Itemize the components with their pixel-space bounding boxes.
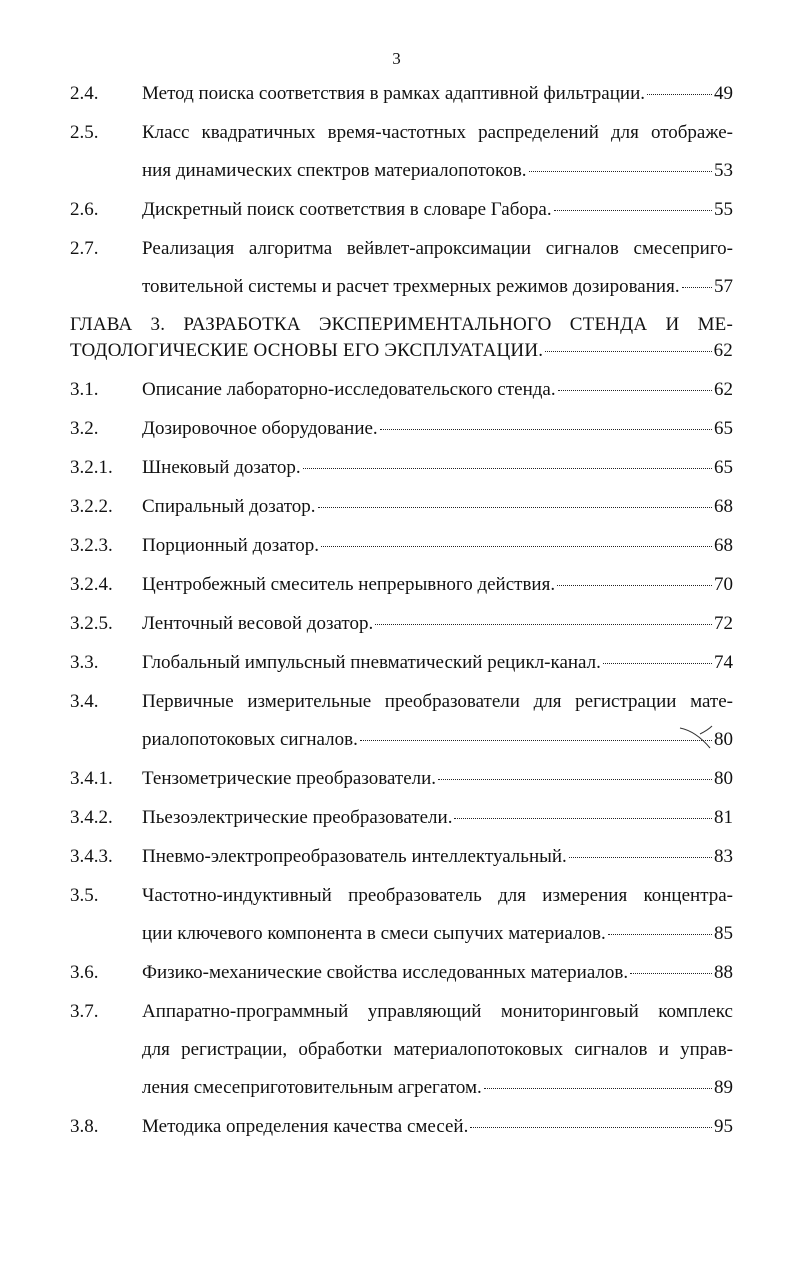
- dot-leader: [554, 210, 712, 211]
- toc-entry-title-last-line: [142, 959, 733, 986]
- dot-leader: [321, 546, 712, 547]
- toc-entry-title-last-line: [142, 843, 733, 870]
- toc-entry-page-number: 85: [714, 923, 733, 944]
- chapter-page-number: 62: [713, 340, 733, 361]
- toc-entry-number: 3.3.: [70, 652, 99, 673]
- dot-leader: [529, 171, 712, 172]
- toc-entry-title-last-line: [142, 571, 733, 598]
- toc-entry-page-number: 65: [714, 457, 733, 478]
- toc-entry-body: [142, 765, 733, 792]
- toc-entry: [70, 804, 733, 831]
- toc-entry: [70, 765, 733, 792]
- toc-entry: [70, 235, 733, 300]
- toc-entry-title-last-line: [142, 804, 733, 831]
- dot-leader: [360, 740, 712, 741]
- toc-entry-body: [142, 532, 733, 559]
- toc-entry-body: [142, 571, 733, 598]
- toc-entry-page-number: 65: [714, 418, 733, 439]
- toc-entry-title: Порционный дозатор.: [142, 535, 319, 556]
- toc-entry-title-line: Частотно-индуктивный преобразователь для измерения концентра-: [142, 885, 733, 906]
- toc-entry: [70, 882, 733, 947]
- toc-entry: [70, 610, 733, 637]
- toc-entry-title-last-line: [142, 196, 733, 223]
- dot-leader: [630, 973, 712, 974]
- toc-entry-page-number: 62: [714, 379, 733, 400]
- dot-leader: [557, 585, 712, 586]
- toc-entry-title-last-line: [142, 920, 733, 947]
- toc-entry-number: 3.4.: [70, 691, 99, 712]
- toc-entry-number: 3.2.1.: [70, 457, 113, 478]
- toc-entry-title-last-line: [142, 1074, 733, 1101]
- dot-leader: [318, 507, 712, 508]
- toc-entry: [70, 119, 733, 184]
- toc-entry-title: Методика определения качества смесей.: [142, 1116, 469, 1137]
- toc-entry-number: 3.1.: [70, 379, 99, 400]
- toc-entry-title-line: Первичные измерительные преобразователи для регистрации мате-: [142, 691, 733, 712]
- toc-entry-number: 3.4.3.: [70, 846, 113, 867]
- toc-entry: [70, 532, 733, 559]
- toc-entry-title: Тензометрические преобразователи.: [142, 768, 437, 789]
- toc-entry-title: Ленточный весовой дозатор.: [142, 613, 374, 634]
- dot-leader: [438, 779, 712, 780]
- toc-entry-title-line: для регистрации, обработки материалопотоковых сигналов и управ-: [142, 1039, 733, 1060]
- pen-mark: [678, 722, 718, 762]
- dot-leader: [569, 857, 712, 858]
- chapter-title-line-1: ГЛАВА 3. РАЗРАБОТКА ЭКСПЕРИМЕНТАЛЬНОГО СТЕНДА И МЕ-: [70, 314, 733, 335]
- toc-entry: [70, 493, 733, 520]
- toc-entry-page-number: 57: [714, 276, 733, 297]
- toc-entry-title: Глобальный импульсный пневматический рецикл-канал.: [142, 652, 601, 673]
- toc-entry-title-last-line: [142, 1113, 733, 1140]
- toc-section-chapter-3: [70, 376, 733, 1140]
- dot-leader: [470, 1127, 712, 1128]
- toc-entry-title-last-line: [142, 765, 733, 792]
- toc-entry-number: 2.5.: [70, 122, 99, 143]
- toc-entry-number: 3.6.: [70, 962, 99, 983]
- toc-entry-title: Метод поиска соответствия в рамках адаптивной фильтрации.: [142, 83, 645, 104]
- toc-entry-page-number: 72: [714, 613, 733, 634]
- toc-entry-page-number: 81: [714, 807, 733, 828]
- toc-entry-page-number: 83: [714, 846, 733, 867]
- toc-entry-title: Физико-механические свойства исследованных материалов.: [142, 962, 629, 983]
- chapter-title-line-2: [70, 338, 733, 364]
- dot-leader: [484, 1088, 712, 1089]
- toc-entry-body: [142, 235, 733, 300]
- dot-leader: [608, 934, 712, 935]
- dot-leader: [303, 468, 712, 469]
- toc-entry-page-number: 80: [714, 768, 733, 789]
- toc-entry-body: [142, 493, 733, 520]
- toc-entry-page-number: 88: [714, 962, 733, 983]
- dot-leader: [545, 351, 711, 352]
- toc-entry-title-line: Аппаратно-программный управляющий мониторинговый комплекс: [142, 1001, 733, 1022]
- toc-entry: [70, 80, 733, 107]
- toc-entry-number: 2.7.: [70, 238, 99, 259]
- toc-entry-title: Пневмо-электропреобразователь интеллектуальный.: [142, 846, 567, 867]
- toc-entry: [70, 415, 733, 442]
- toc-entry-title-last-line: [142, 273, 733, 300]
- toc-entry-number: 3.2.5.: [70, 613, 113, 634]
- toc-entry-title: риалопотоковых сигналов.: [142, 729, 358, 750]
- toc-entry-body: [142, 959, 733, 986]
- toc-entry-body: [142, 376, 733, 403]
- toc-entry-page-number: 95: [714, 1116, 733, 1137]
- toc-entry-title-last-line: [142, 157, 733, 184]
- toc-entry-title-last-line: [142, 80, 733, 107]
- toc-entry-title-line: Реализация алгоритма вейвлет-апроксимации сигналов смесеприго-: [142, 238, 733, 259]
- toc-entry-title-last-line: [142, 376, 733, 403]
- page-number: 3: [392, 49, 401, 68]
- toc-entry-body: [142, 998, 733, 1101]
- toc-entry-number: 2.4.: [70, 83, 99, 104]
- toc-entry-title-last-line: [142, 726, 733, 753]
- toc-entry-title-last-line: [142, 610, 733, 637]
- toc-entry: [70, 196, 733, 223]
- dot-leader: [558, 390, 712, 391]
- toc-entry: [70, 649, 733, 676]
- toc-entry-number: 3.2.2.: [70, 496, 113, 517]
- toc-entry-title: ления смесеприготовительным агрегатом.: [142, 1077, 482, 1098]
- toc-entry-page-number: 68: [714, 535, 733, 556]
- toc-entry-number: 3.2.4.: [70, 574, 113, 595]
- toc-entry-number: 3.7.: [70, 1001, 99, 1022]
- toc-entry-body: [142, 196, 733, 223]
- toc-entry-title: Дискретный поиск соответствия в словаре Габора.: [142, 199, 552, 220]
- toc-entry-title: Центробежный смеситель непрерывного действия.: [142, 574, 556, 595]
- toc-entry: [70, 454, 733, 481]
- toc-entry-number: 3.4.1.: [70, 768, 113, 789]
- toc-entry-title: товительной системы и расчет трехмерных режимов дозирования.: [142, 276, 680, 297]
- toc-entry-body: [142, 1113, 733, 1140]
- toc-entry: [70, 959, 733, 986]
- toc-entry-body: [142, 415, 733, 442]
- toc-entry-number: 3.2.: [70, 418, 99, 439]
- toc-entry-title-last-line: [142, 415, 733, 442]
- toc-entry-page-number: 55: [714, 199, 733, 220]
- chapter-title-text: ТОДОЛОГИЧЕСКИЕ ОСНОВЫ ЕГО ЭКСПЛУАТАЦИИ.: [70, 340, 544, 361]
- dot-leader: [682, 287, 712, 288]
- dot-leader: [454, 818, 712, 819]
- toc-entry-body: [142, 649, 733, 676]
- toc-entry-title-last-line: [142, 532, 733, 559]
- toc-entry-number: 3.4.2.: [70, 807, 113, 828]
- toc-entry-body: [142, 610, 733, 637]
- toc-entry-body: [142, 119, 733, 184]
- toc-entry-number: 3.8.: [70, 1116, 99, 1137]
- toc-entry-body: [142, 80, 733, 107]
- toc-section-chapter-2: [70, 80, 733, 300]
- toc-entry-title: Описание лабораторно-исследовательского стенда.: [142, 379, 556, 400]
- dot-leader: [603, 663, 712, 664]
- toc-entry-body: [142, 454, 733, 481]
- toc-entry-page-number: 49: [714, 83, 733, 104]
- toc-entry-title: ния динамических спектров материалопотоков.: [142, 160, 527, 181]
- toc-entry-title: ции ключевого компонента в смеси сыпучих материалов.: [142, 923, 606, 944]
- toc-entry-body: [142, 804, 733, 831]
- toc-entry-title-last-line: [142, 493, 733, 520]
- toc-entry-page-number: 74: [714, 652, 733, 673]
- toc-entry-number: 2.6.: [70, 199, 99, 220]
- toc-entry-page-number: 68: [714, 496, 733, 517]
- toc-entry-title: Пьезоэлектрические преобразователи.: [142, 807, 453, 828]
- toc-entry: [70, 688, 733, 753]
- toc-entry-body: [142, 843, 733, 870]
- toc-entry-title-last-line: [142, 649, 733, 676]
- toc-entry-page-number: 80: [714, 729, 733, 750]
- dot-leader: [375, 624, 712, 625]
- toc-entry: [70, 376, 733, 403]
- toc-entry: [70, 1113, 733, 1140]
- dot-leader: [380, 429, 712, 430]
- toc-entry-body: [142, 882, 733, 947]
- toc-entry-title-last-line: [142, 454, 733, 481]
- toc-entry-page-number: 89: [714, 1077, 733, 1098]
- toc-entry: [70, 998, 733, 1101]
- toc-entry-title: Шнековый дозатор.: [142, 457, 301, 478]
- toc-entry: [70, 571, 733, 598]
- toc-entry-body: [142, 688, 733, 753]
- toc-entry-page-number: 70: [714, 574, 733, 595]
- toc-entry-title: Спиральный дозатор.: [142, 496, 316, 517]
- toc-entry-title: Дозировочное оборудование.: [142, 418, 378, 439]
- toc-entry: [70, 843, 733, 870]
- toc-entry-title-line: Класс квадратичных время-частотных распределений для отображе-: [142, 122, 733, 143]
- toc-entry-page-number: 53: [714, 160, 733, 181]
- dot-leader: [647, 94, 712, 95]
- toc-chapter-3-heading: [70, 312, 733, 364]
- toc-entry-number: 3.2.3.: [70, 535, 113, 556]
- toc-entry-number: 3.5.: [70, 885, 99, 906]
- table-of-contents: [70, 80, 733, 1152]
